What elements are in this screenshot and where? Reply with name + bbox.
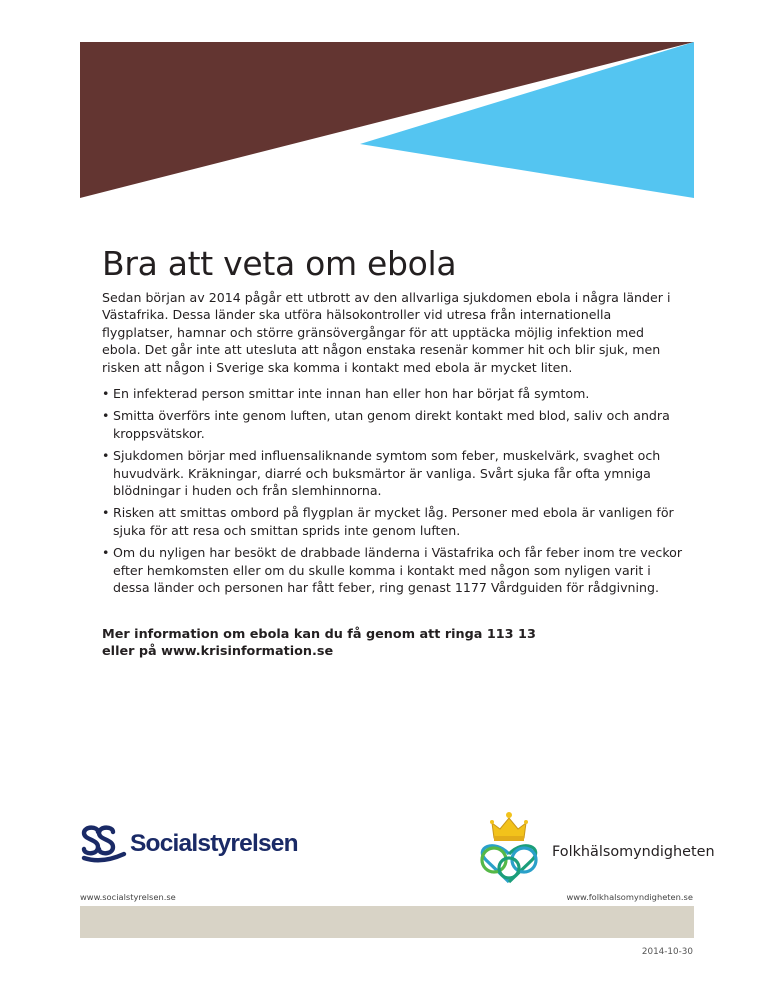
bullet-icon: • bbox=[102, 408, 110, 424]
bullet-icon: • bbox=[102, 505, 110, 521]
bullet-icon: • bbox=[102, 386, 110, 401]
footer-band bbox=[80, 906, 694, 938]
list-item bbox=[102, 385, 686, 402]
bullet-icon: • bbox=[102, 545, 110, 561]
more-info bbox=[102, 626, 662, 660]
crown-icon bbox=[490, 812, 528, 841]
crown-heart-emblem-icon bbox=[472, 808, 546, 886]
socialstyrelsen-name: Socialstyrelsen bbox=[130, 830, 298, 857]
more-info-line-1: Mer information om ebola kan du få genom att ringa 113 13 bbox=[102, 627, 536, 642]
list-item-text: En infekterad person smittar inte innan han eller hon har börjat få symtom. bbox=[113, 386, 590, 401]
page-title: Bra att veta om ebola bbox=[102, 244, 457, 283]
list-item bbox=[102, 447, 686, 499]
folkhalsomyndigheten-url[interactable]: www.folkhalsomyndigheten.se bbox=[566, 892, 693, 902]
list-item bbox=[102, 544, 686, 596]
list-item bbox=[102, 407, 686, 442]
folkhalsomyndigheten-name: Folkhälsomyndigheten bbox=[552, 844, 715, 860]
header-banner bbox=[80, 42, 694, 198]
list-item-text: Om du nyligen har besökt de drabbade länderna i Västafrika och får feber inom tre veckor efter hemkomsten eller om du skulle komma i kontakt med någon som nyligen varit i dessa länder och personen har fått feber, ring genast 1177 Vårdguiden för rådgivning. bbox=[113, 545, 683, 596]
folkhalsomyndigheten-logo bbox=[472, 808, 715, 886]
bullet-icon: • bbox=[102, 448, 110, 464]
publication-date: 2014-10-30 bbox=[641, 947, 693, 957]
fact-list bbox=[102, 385, 686, 601]
socialstyrelsen-url[interactable]: www.socialstyrelsen.se bbox=[80, 892, 176, 902]
list-item-text: Risken att smittas ombord på flygplan är mycket låg. Personer med ebola är vanligen för sjuka för att resa och smittan sprids inte genom luften. bbox=[113, 505, 674, 538]
socialstyrelsen-logo bbox=[80, 822, 298, 866]
list-item bbox=[102, 504, 686, 539]
more-info-line-2: eller på www.krisinformation.se bbox=[102, 644, 334, 659]
intro-paragraph: Sedan början av 2014 pågår ett utbrott av den allvarliga sjukdomen ebola i några länder i Västafrika. Dessa länder ska utföra hälsokontroller vid utresa från internationella flygplatser, hamnar och större gränsövergångar för att upptäcka möjlig infektion med ebola. Det går inte att utesluta att någon enstaka resenär kommer hit och blir sjuk, men risken att någon i Sverige ska komma i kontakt med ebola är mycket liten. bbox=[102, 290, 671, 375]
list-item-text: Smitta överförs inte genom luften, utan genom direkt kontakt med blod, saliv och andra kroppsvätskor. bbox=[113, 408, 670, 441]
socialstyrelsen-emblem-icon bbox=[80, 824, 128, 864]
list-item-text: Sjukdomen börjar med influensaliknande symtom som feber, muskelvärk, svaghet och huvudvärk. Kräkningar, diarré och buksmärtor är vanliga. Svårt sjuka får ofta ymniga blödningar i huden och från slemhinnorna. bbox=[113, 448, 661, 499]
